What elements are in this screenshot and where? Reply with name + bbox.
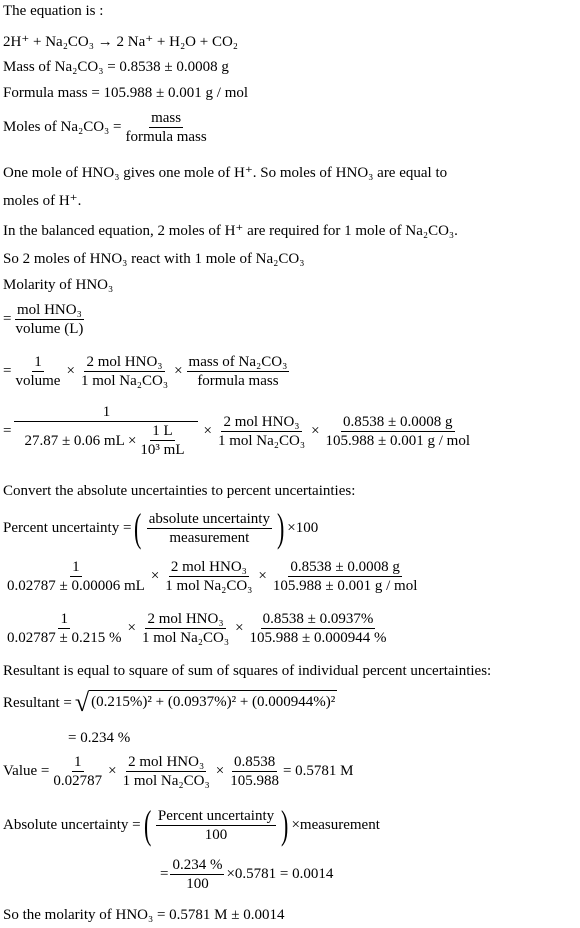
hno3-line-1: One mole of HNO₃ gives one mole of H⁺. So moles of HNO₃ are equal to bbox=[3, 165, 448, 181]
absolute-uncertainty-value bbox=[160, 857, 333, 892]
moles-den: formula mass bbox=[125, 129, 207, 145]
moles-lhs: Moles of Na₂CO₃ = bbox=[3, 119, 122, 135]
eq-abs-values: $\frac{1}{0.02787 \pm 0.00006 mL}$ × $\frac{\text{2 mol HNO₃}}{\text{1 mol Na₂CO₃}}$ × $\frac{0.8538 \pm 0.0008 g}{\text{105.988 ± 0.001 g / mol}}$ bbox=[7, 559, 418, 594]
f2c-den: formula mass bbox=[197, 373, 279, 389]
au2-rhs: ×0.5781 = 0.0014 bbox=[226, 866, 334, 882]
au2-den: 100 bbox=[186, 876, 209, 892]
au-num: Percent uncertainty bbox=[157, 807, 275, 824]
eq-molarity-3: = 1 27.87 ± 0.06 mL × $\frac{1 L}{\text{10³ mL}}$ × $\frac{\text{2 mol HNO₃}}{\text{1 mol Na₂CO₃}}$ × $\frac{0.8538 \pm 0.0008 g}{\text{105.988 ± 0.001 g / mol}}$ bbox=[3, 404, 471, 458]
g1a-den: 0.02787 ± 0.00006 mL bbox=[7, 578, 145, 594]
final-result: So the molarity of HNO₃ = 0.5781 M ± 0.0014 bbox=[3, 907, 285, 923]
moles-num: mass bbox=[151, 110, 182, 126]
f1-den: volume (L) bbox=[15, 321, 84, 337]
g1b-num: 2 mol HNO₃ bbox=[170, 559, 247, 575]
f3a-inner-den: 10³ mL bbox=[140, 442, 185, 458]
balanced-line: In the balanced equation, 2 moles of H⁺ are required for 1 mole of Na₂CO₃. bbox=[3, 223, 458, 239]
percent-uncertainty-formula: Percent uncertainty = ( $\frac{\text{absolute uncertainty}}{\text{measurement}}$ ) ×100 bbox=[3, 505, 319, 550]
intro-line: The equation is : bbox=[3, 3, 104, 19]
vc-den: 105.988 bbox=[230, 773, 279, 789]
res-lhs: Resultant = bbox=[3, 694, 72, 711]
f2b-num: 2 mol HNO₃ bbox=[86, 354, 163, 370]
resultant-line: Resultant is equal to square of sum of squares of individual percent uncertainties: bbox=[3, 663, 492, 679]
convert-line: Convert the absolute uncertainties to percent uncertainties: bbox=[3, 483, 356, 499]
pu-rhs: ×100 bbox=[287, 519, 319, 536]
g2a-num: 1 bbox=[60, 611, 68, 627]
eq-molarity-2: = $\frac{1}{\text{volume}}$ × $\frac{\text{2 mol HNO₃}}{\text{1 mol Na₂CO₃}}$ × $\frac{\text{mass of Na₂CO₃}}{\text{formula mass}}$ bbox=[3, 354, 288, 389]
pu-den: measurement bbox=[169, 529, 250, 546]
moles-formula bbox=[3, 110, 211, 145]
va-den: 0.02787 bbox=[53, 773, 103, 789]
g2b-den: 1 mol Na₂CO₃ bbox=[141, 630, 230, 646]
res-radicand: (0.215%)² + (0.0937%)² + (0.000944%)² bbox=[89, 690, 337, 713]
g2a-den: 0.02787 ± 0.215 % bbox=[7, 630, 122, 646]
moles-fraction bbox=[124, 110, 209, 145]
au2-num: 0.234 % bbox=[172, 857, 223, 873]
f3b-num: 2 mol HNO₃ bbox=[223, 413, 300, 430]
g2c-num: 0.8538 ± 0.0937% bbox=[262, 611, 374, 627]
hno3-line-2: moles of H⁺. bbox=[3, 193, 82, 209]
val-rhs: = 0.5781 M bbox=[282, 763, 354, 779]
f3a-den bbox=[22, 422, 190, 458]
g1a-num: 1 bbox=[72, 559, 80, 575]
react-line: So 2 moles of HNO₃ react with 1 mole of Na₂CO₃ bbox=[3, 251, 305, 267]
f2a-den: volume bbox=[15, 373, 61, 389]
g2b-num: 2 mol HNO₃ bbox=[147, 611, 224, 627]
g2c-den: 105.988 ± 0.000944 % bbox=[249, 630, 387, 646]
au-den: 100 bbox=[204, 826, 228, 843]
f2a-num: 1 bbox=[34, 354, 42, 370]
au-rhs: ×measurement bbox=[291, 816, 380, 833]
f2b-den: 1 mol Na₂CO₃ bbox=[80, 373, 169, 389]
f3a-num: 1 bbox=[14, 404, 198, 422]
val-lhs: Value = bbox=[3, 763, 50, 779]
au2-lhs: = bbox=[160, 866, 169, 882]
vc-num: 0.8538 bbox=[233, 754, 276, 770]
vb-num: 2 mol HNO₃ bbox=[128, 754, 205, 770]
va-num: 1 bbox=[74, 754, 82, 770]
f3a-inner-num: 1 L bbox=[152, 423, 173, 439]
absolute-uncertainty-formula: Absolute uncertainty = ( $\frac{\text{Percent uncertainty}}{100}$ ) ×measurement bbox=[3, 802, 380, 847]
eq-molarity-1: = $\frac{\text{mol HNO₃}}{\text{volume (L)}}$ bbox=[3, 302, 84, 337]
pu-num: absolute uncertainty bbox=[148, 510, 270, 527]
au-lhs: Absolute uncertainty = bbox=[3, 816, 141, 833]
f3a-den-pre: 27.87 ± 0.06 mL × bbox=[24, 432, 137, 449]
f2c-num: mass of Na₂CO₃ bbox=[188, 354, 288, 370]
f1-num: mol HNO₃ bbox=[17, 302, 82, 318]
formula-mass-line: Formula mass = 105.988 ± 0.001 g / mol bbox=[3, 85, 249, 101]
eq-percent-values: $\frac{1}{0.02787 \pm 0.215 \%}$ × $\frac{\text{2 mol HNO₃}}{\text{1 mol Na₂CO₃}}$ × $\frac{0.8538 \pm 0.0937\%}{105.988 \pm 0.000944 \%}$ bbox=[7, 611, 387, 646]
value-formula: Value = $\frac{1}{0.02787}$ × $\frac{\text{2 mol HNO₃}}{\text{1 mol Na₂CO₃}}$ × $\frac{0.8538}{105.988}$ = 0.5781 M bbox=[3, 754, 354, 789]
g1b-den: 1 mol Na₂CO₃ bbox=[165, 578, 253, 594]
f3c-den: 105.988 ± 0.001 g / mol bbox=[325, 432, 471, 449]
vb-den: 1 mol Na₂CO₃ bbox=[122, 773, 210, 789]
reaction-equation: 2H⁺ + Na₂CO₃ → 2 Na⁺ + H₂O + CO₂ bbox=[3, 34, 239, 50]
molarity-label: Molarity of HNO₃ bbox=[3, 277, 114, 293]
resultant-formula: Resultant = √ (0.215%)² + (0.0937%)² + (0.000944%)² bbox=[3, 688, 336, 717]
f3b-den: 1 mol Na₂CO₃ bbox=[217, 432, 306, 449]
pu-lhs: Percent uncertainty = bbox=[3, 519, 132, 536]
resultant-value: = 0.234 % bbox=[68, 730, 131, 746]
mass-line: Mass of Na₂CO₃ = 0.8538 ± 0.0008 g bbox=[3, 59, 229, 75]
g1c-num: 0.8538 ± 0.0008 g bbox=[290, 559, 400, 575]
g1c-den: 105.988 ± 0.001 g / mol bbox=[272, 578, 418, 594]
f3c-num: 0.8538 ± 0.0008 g bbox=[343, 413, 453, 430]
